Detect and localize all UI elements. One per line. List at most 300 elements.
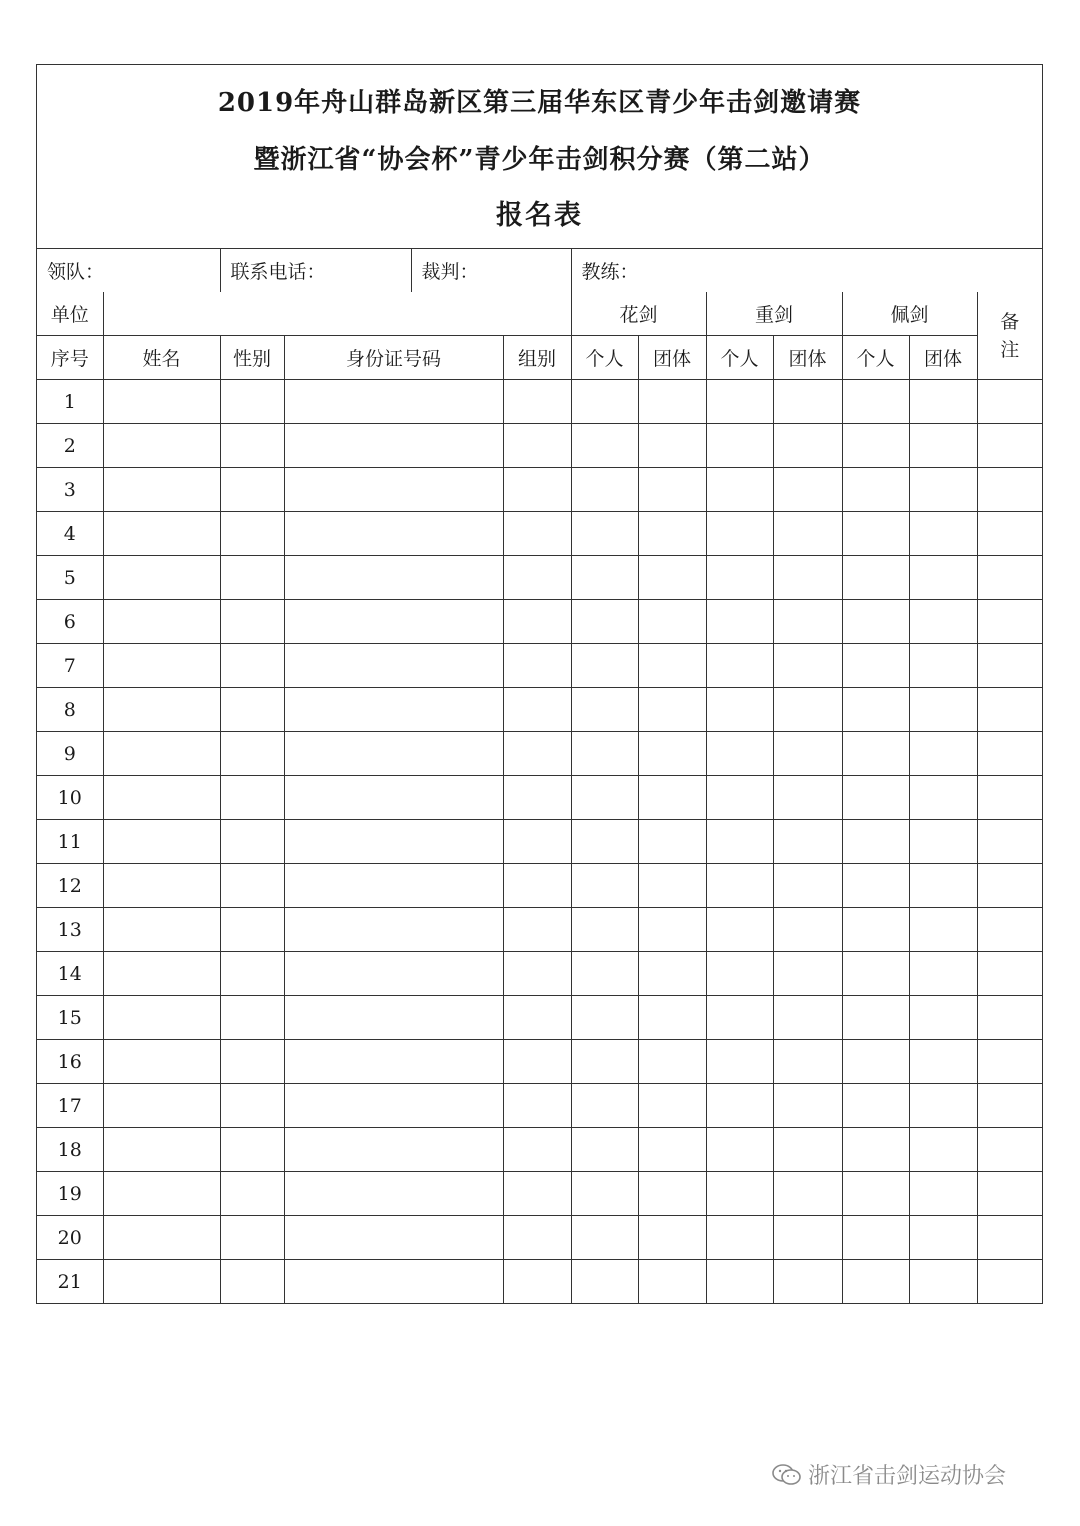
cell-name[interactable] [103, 820, 220, 864]
cell-epee-individual[interactable] [706, 556, 773, 600]
row-number: 17 [37, 1084, 103, 1128]
cell-name[interactable] [103, 776, 220, 820]
table-row [37, 952, 1042, 996]
table-row [37, 776, 1042, 820]
cell-gender[interactable] [220, 1216, 284, 1260]
cell-group[interactable] [503, 952, 571, 996]
cell-epee-individual[interactable] [706, 512, 773, 556]
cell-name[interactable] [103, 864, 220, 908]
cell-name[interactable] [103, 1040, 220, 1084]
cell-group[interactable] [503, 996, 571, 1040]
cell-sabre-team[interactable] [909, 1128, 977, 1172]
foil-team-header: 团体 [638, 336, 706, 380]
cell-sabre-team[interactable] [909, 864, 977, 908]
cell-foil-team[interactable] [638, 908, 706, 952]
cell-sabre-team[interactable] [909, 688, 977, 732]
cell-epee-individual[interactable] [706, 1040, 773, 1084]
cell-name[interactable] [103, 1128, 220, 1172]
col-group-header: 组别 [503, 336, 571, 380]
cell-sabre-team[interactable] [909, 776, 977, 820]
cell-epee-team[interactable] [773, 1260, 842, 1304]
row-number: 11 [37, 820, 103, 864]
cell-foil-team[interactable] [638, 512, 706, 556]
cell-id-number[interactable] [284, 776, 503, 820]
cell-id-number[interactable] [284, 732, 503, 776]
cell-sabre-individual[interactable] [842, 644, 909, 688]
cell-id-number[interactable] [284, 908, 503, 952]
cell-foil-individual[interactable] [571, 1172, 638, 1216]
cell-name[interactable] [103, 644, 220, 688]
cell-epee-individual[interactable] [706, 688, 773, 732]
cell-foil-individual[interactable] [571, 424, 638, 468]
cell-epee-individual[interactable] [706, 732, 773, 776]
row-number: 14 [37, 952, 103, 996]
cell-id-number[interactable] [284, 424, 503, 468]
cell-id-number[interactable] [284, 1084, 503, 1128]
cell-foil-individual[interactable] [571, 380, 638, 424]
table-row [37, 864, 1042, 908]
remark-label-bottom: 注 [1000, 338, 1020, 361]
referee-field[interactable]: 裁判： [411, 249, 571, 292]
cell-foil-individual[interactable] [571, 512, 638, 556]
cell-epee-team[interactable] [773, 776, 842, 820]
sabre-individual-header: 个人 [842, 336, 909, 380]
cell-name[interactable] [103, 556, 220, 600]
cell-sabre-team[interactable] [909, 908, 977, 952]
cell-group[interactable] [503, 908, 571, 952]
table-row [37, 1260, 1042, 1304]
table-row [37, 380, 1042, 424]
cell-foil-team[interactable] [638, 380, 706, 424]
cell-epee-individual[interactable] [706, 952, 773, 996]
cell-epee-individual[interactable] [706, 1084, 773, 1128]
cell-remark[interactable] [977, 688, 1042, 732]
cell-gender[interactable] [220, 1260, 284, 1304]
cell-id-number[interactable] [284, 1040, 503, 1084]
table-row [37, 1172, 1042, 1216]
cell-epee-team[interactable] [773, 600, 842, 644]
cell-epee-individual[interactable] [706, 1128, 773, 1172]
cell-foil-individual[interactable] [571, 908, 638, 952]
table-row [37, 600, 1042, 644]
row-number: 9 [37, 732, 103, 776]
cell-name[interactable] [103, 908, 220, 952]
cell-sabre-individual[interactable] [842, 776, 909, 820]
cell-name[interactable] [103, 732, 220, 776]
cell-group[interactable] [503, 1128, 571, 1172]
cell-sabre-team[interactable] [909, 1084, 977, 1128]
cell-sabre-team[interactable] [909, 952, 977, 996]
cell-foil-individual[interactable] [571, 776, 638, 820]
cell-foil-individual[interactable] [571, 644, 638, 688]
cell-epee-team[interactable] [773, 1040, 842, 1084]
cell-group[interactable] [503, 512, 571, 556]
form-title-line-1: 2019年舟山群岛新区第三届华东区青少年击剑邀请赛 [217, 88, 862, 118]
cell-foil-individual[interactable] [571, 688, 638, 732]
cell-epee-individual[interactable] [706, 644, 773, 688]
cell-sabre-individual[interactable] [842, 952, 909, 996]
cell-remark[interactable] [977, 644, 1042, 688]
cell-foil-team[interactable] [638, 776, 706, 820]
cell-name[interactable] [103, 1084, 220, 1128]
cell-gender[interactable] [220, 1084, 284, 1128]
cell-foil-individual[interactable] [571, 1260, 638, 1304]
cell-sabre-team[interactable] [909, 468, 977, 512]
cell-remark[interactable] [977, 1172, 1042, 1216]
cell-foil-team[interactable] [638, 1216, 706, 1260]
cell-foil-team[interactable] [638, 1128, 706, 1172]
cell-gender[interactable] [220, 600, 284, 644]
cell-group[interactable] [503, 644, 571, 688]
table-row [37, 1128, 1042, 1172]
cell-group[interactable] [503, 468, 571, 512]
col-seq-header: 序号 [37, 336, 103, 380]
table-row [37, 556, 1042, 600]
cell-sabre-team[interactable] [909, 1172, 977, 1216]
col-name-header: 姓名 [103, 336, 220, 380]
cell-remark[interactable] [977, 1216, 1042, 1260]
cell-id-number[interactable] [284, 952, 503, 996]
cell-id-number[interactable] [284, 688, 503, 732]
cell-group[interactable] [503, 1040, 571, 1084]
row-number: 19 [37, 1172, 103, 1216]
cell-id-number[interactable] [284, 644, 503, 688]
cell-foil-team[interactable] [638, 424, 706, 468]
cell-epee-team[interactable] [773, 644, 842, 688]
cell-group[interactable] [503, 1172, 571, 1216]
cell-sabre-team[interactable] [909, 996, 977, 1040]
cell-foil-individual[interactable] [571, 1084, 638, 1128]
cell-id-number[interactable] [284, 1260, 503, 1304]
row-number: 15 [37, 996, 103, 1040]
registration-form [36, 64, 1043, 1304]
leader-field[interactable]: 领队： [37, 249, 220, 292]
cell-sabre-team[interactable] [909, 1040, 977, 1084]
cell-foil-team[interactable] [638, 644, 706, 688]
cell-group[interactable] [503, 776, 571, 820]
watermark [772, 1459, 1006, 1490]
cell-name[interactable] [103, 996, 220, 1040]
cell-epee-team[interactable] [773, 864, 842, 908]
cell-epee-team[interactable] [773, 468, 842, 512]
cell-foil-team[interactable] [638, 556, 706, 600]
row-number: 7 [37, 644, 103, 688]
cell-sabre-team[interactable] [909, 732, 977, 776]
cell-id-number[interactable] [284, 380, 503, 424]
cell-foil-team[interactable] [638, 820, 706, 864]
cell-group[interactable] [503, 864, 571, 908]
cell-epee-individual[interactable] [706, 1216, 773, 1260]
cell-remark[interactable] [977, 776, 1042, 820]
form-title-block [37, 65, 1042, 249]
cell-name[interactable] [103, 1172, 220, 1216]
cell-remark[interactable] [977, 864, 1042, 908]
cell-id-number[interactable] [284, 996, 503, 1040]
cell-epee-individual[interactable] [706, 380, 773, 424]
cell-foil-individual[interactable] [571, 1216, 638, 1260]
epee-team-header: 团体 [773, 336, 842, 380]
cell-foil-team[interactable] [638, 1260, 706, 1304]
cell-sabre-individual[interactable] [842, 1040, 909, 1084]
row-number: 18 [37, 1128, 103, 1172]
cell-epee-individual[interactable] [706, 424, 773, 468]
foil-individual-header: 个人 [571, 336, 638, 380]
cell-gender[interactable] [220, 908, 284, 952]
cell-name[interactable] [103, 424, 220, 468]
cell-name[interactable] [103, 952, 220, 996]
form-title-line-2: 暨浙江省“协会杯”青少年击剑积分赛（第二站） [253, 145, 826, 175]
weapon-epee-header: 重剑 [706, 292, 842, 336]
cell-foil-team[interactable] [638, 688, 706, 732]
cell-epee-team[interactable] [773, 380, 842, 424]
cell-group[interactable] [503, 1260, 571, 1304]
cell-gender[interactable] [220, 732, 284, 776]
cell-sabre-individual[interactable] [842, 732, 909, 776]
row-number: 16 [37, 1040, 103, 1084]
cell-gender[interactable] [220, 952, 284, 996]
cell-gender[interactable] [220, 820, 284, 864]
cell-name[interactable] [103, 1216, 220, 1260]
cell-sabre-individual[interactable] [842, 820, 909, 864]
cell-group[interactable] [503, 688, 571, 732]
cell-remark[interactable] [977, 996, 1042, 1040]
coach-field[interactable]: 教练： [571, 249, 1042, 292]
table-row [37, 908, 1042, 952]
cell-gender[interactable] [220, 512, 284, 556]
cell-id-number[interactable] [284, 600, 503, 644]
cell-sabre-team[interactable] [909, 424, 977, 468]
row-number: 8 [37, 688, 103, 732]
cell-sabre-individual[interactable] [842, 424, 909, 468]
col-gender-header: 性别 [220, 336, 284, 380]
cell-id-number[interactable] [284, 1128, 503, 1172]
cell-sabre-team[interactable] [909, 556, 977, 600]
cell-epee-team[interactable] [773, 688, 842, 732]
cell-group[interactable] [503, 732, 571, 776]
cell-sabre-individual[interactable] [842, 380, 909, 424]
cell-epee-individual[interactable] [706, 864, 773, 908]
cell-foil-team[interactable] [638, 996, 706, 1040]
cell-foil-individual[interactable] [571, 556, 638, 600]
cell-remark[interactable] [977, 908, 1042, 952]
cell-id-number[interactable] [284, 1172, 503, 1216]
cell-gender[interactable] [220, 468, 284, 512]
cell-sabre-individual[interactable] [842, 556, 909, 600]
cell-foil-team[interactable] [638, 468, 706, 512]
table-row [37, 424, 1042, 468]
cell-id-number[interactable] [284, 468, 503, 512]
cell-epee-team[interactable] [773, 424, 842, 468]
cell-name[interactable] [103, 380, 220, 424]
cell-epee-individual[interactable] [706, 1172, 773, 1216]
cell-epee-individual[interactable] [706, 908, 773, 952]
cell-id-number[interactable] [284, 1216, 503, 1260]
cell-epee-team[interactable] [773, 952, 842, 996]
cell-group[interactable] [503, 556, 571, 600]
form-title-line-3: 报名表 [496, 200, 583, 231]
cell-sabre-team[interactable] [909, 820, 977, 864]
cell-foil-team[interactable] [638, 952, 706, 996]
cell-foil-team[interactable] [638, 1084, 706, 1128]
cell-epee-individual[interactable] [706, 996, 773, 1040]
cell-gender[interactable] [220, 996, 284, 1040]
phone-field[interactable]: 联系电话： [220, 249, 411, 292]
cell-sabre-individual[interactable] [842, 908, 909, 952]
cell-sabre-team[interactable] [909, 600, 977, 644]
cell-remark[interactable] [977, 1040, 1042, 1084]
table-row [37, 732, 1042, 776]
cell-sabre-individual[interactable] [842, 600, 909, 644]
table-row [37, 688, 1042, 732]
cell-remark[interactable] [977, 732, 1042, 776]
table-row [37, 468, 1042, 512]
cell-sabre-individual[interactable] [842, 1172, 909, 1216]
cell-foil-team[interactable] [638, 1040, 706, 1084]
cell-remark[interactable] [977, 1084, 1042, 1128]
table-row [37, 1040, 1042, 1084]
cell-foil-individual[interactable] [571, 600, 638, 644]
cell-epee-individual[interactable] [706, 600, 773, 644]
cell-name[interactable] [103, 1260, 220, 1304]
cell-sabre-individual[interactable] [842, 1084, 909, 1128]
cell-epee-team[interactable] [773, 556, 842, 600]
row-number: 1 [37, 380, 103, 424]
cell-epee-individual[interactable] [706, 820, 773, 864]
row-number: 6 [37, 600, 103, 644]
row-number: 12 [37, 864, 103, 908]
cell-remark[interactable] [977, 600, 1042, 644]
table-row [37, 1084, 1042, 1128]
cell-remark[interactable] [977, 380, 1042, 424]
table-row [37, 512, 1042, 556]
cell-sabre-individual[interactable] [842, 512, 909, 556]
cell-sabre-individual[interactable] [842, 1260, 909, 1304]
cell-name[interactable] [103, 468, 220, 512]
cell-remark[interactable] [977, 468, 1042, 512]
cell-name[interactable] [103, 600, 220, 644]
cell-group[interactable] [503, 380, 571, 424]
cell-group[interactable] [503, 1216, 571, 1260]
cell-epee-team[interactable] [773, 1128, 842, 1172]
cell-id-number[interactable] [284, 864, 503, 908]
weapon-sabre-header: 佩剑 [842, 292, 977, 336]
cell-sabre-team[interactable] [909, 644, 977, 688]
cell-gender[interactable] [220, 776, 284, 820]
row-number: 5 [37, 556, 103, 600]
row-number: 10 [37, 776, 103, 820]
cell-foil-individual[interactable] [571, 996, 638, 1040]
cell-gender[interactable] [220, 380, 284, 424]
unit-label: 单位 [37, 292, 103, 336]
cell-sabre-individual[interactable] [842, 1216, 909, 1260]
cell-foil-individual[interactable] [571, 732, 638, 776]
cell-group[interactable] [503, 1084, 571, 1128]
cell-gender[interactable] [220, 1128, 284, 1172]
cell-group[interactable] [503, 424, 571, 468]
cell-foil-individual[interactable] [571, 820, 638, 864]
row-number: 4 [37, 512, 103, 556]
row-number: 20 [37, 1216, 103, 1260]
cell-remark[interactable] [977, 1260, 1042, 1304]
cell-gender[interactable] [220, 1172, 284, 1216]
cell-sabre-individual[interactable] [842, 688, 909, 732]
cell-remark[interactable] [977, 512, 1042, 556]
cell-foil-team[interactable] [638, 600, 706, 644]
cell-name[interactable] [103, 512, 220, 556]
cell-foil-individual[interactable] [571, 1128, 638, 1172]
cell-epee-individual[interactable] [706, 1260, 773, 1304]
cell-foil-individual[interactable] [571, 1040, 638, 1084]
row-number: 3 [37, 468, 103, 512]
cell-remark[interactable] [977, 556, 1042, 600]
table-row [37, 820, 1042, 864]
row-number: 2 [37, 424, 103, 468]
cell-gender[interactable] [220, 864, 284, 908]
cell-remark[interactable] [977, 424, 1042, 468]
cell-name[interactable] [103, 688, 220, 732]
cell-gender[interactable] [220, 1040, 284, 1084]
cell-foil-individual[interactable] [571, 864, 638, 908]
cell-foil-team[interactable] [638, 732, 706, 776]
cell-foil-individual[interactable] [571, 952, 638, 996]
cell-sabre-team[interactable] [909, 1260, 977, 1304]
cell-remark[interactable] [977, 820, 1042, 864]
watermark-text: 浙江省击剑运动协会 [808, 1464, 1007, 1489]
cell-group[interactable] [503, 600, 571, 644]
cell-epee-team[interactable] [773, 996, 842, 1040]
cell-sabre-team[interactable] [909, 380, 977, 424]
cell-gender[interactable] [220, 644, 284, 688]
cell-sabre-individual[interactable] [842, 1128, 909, 1172]
cell-epee-team[interactable] [773, 512, 842, 556]
weapon-foil-header: 花剑 [571, 292, 706, 336]
cell-sabre-individual[interactable] [842, 468, 909, 512]
col-id-number-header: 身份证号码 [284, 336, 503, 380]
cell-sabre-individual[interactable] [842, 864, 909, 908]
epee-individual-header: 个人 [706, 336, 773, 380]
cell-foil-individual[interactable] [571, 468, 638, 512]
wechat-icon [772, 1463, 802, 1487]
cell-gender[interactable] [220, 688, 284, 732]
cell-id-number[interactable] [284, 556, 503, 600]
unit-field[interactable] [103, 292, 571, 336]
cell-sabre-individual[interactable] [842, 996, 909, 1040]
cell-epee-individual[interactable] [706, 776, 773, 820]
cell-id-number[interactable] [284, 820, 503, 864]
cell-group[interactable] [503, 820, 571, 864]
cell-foil-team[interactable] [638, 864, 706, 908]
cell-foil-team[interactable] [638, 1172, 706, 1216]
cell-sabre-team[interactable] [909, 512, 977, 556]
cell-id-number[interactable] [284, 512, 503, 556]
row-number: 21 [37, 1260, 103, 1304]
cell-gender[interactable] [220, 556, 284, 600]
cell-epee-team[interactable] [773, 732, 842, 776]
sabre-team-header: 团体 [909, 336, 977, 380]
cell-epee-team[interactable] [773, 820, 842, 864]
cell-epee-team[interactable] [773, 1084, 842, 1128]
remark-label-top: 备 [1000, 310, 1020, 333]
cell-epee-team[interactable] [773, 908, 842, 952]
cell-epee-individual[interactable] [706, 468, 773, 512]
cell-epee-team[interactable] [773, 1216, 842, 1260]
row-number: 13 [37, 908, 103, 952]
cell-epee-team[interactable] [773, 1172, 842, 1216]
cell-sabre-team[interactable] [909, 1216, 977, 1260]
cell-remark[interactable] [977, 952, 1042, 996]
cell-gender[interactable] [220, 424, 284, 468]
cell-remark[interactable] [977, 1128, 1042, 1172]
